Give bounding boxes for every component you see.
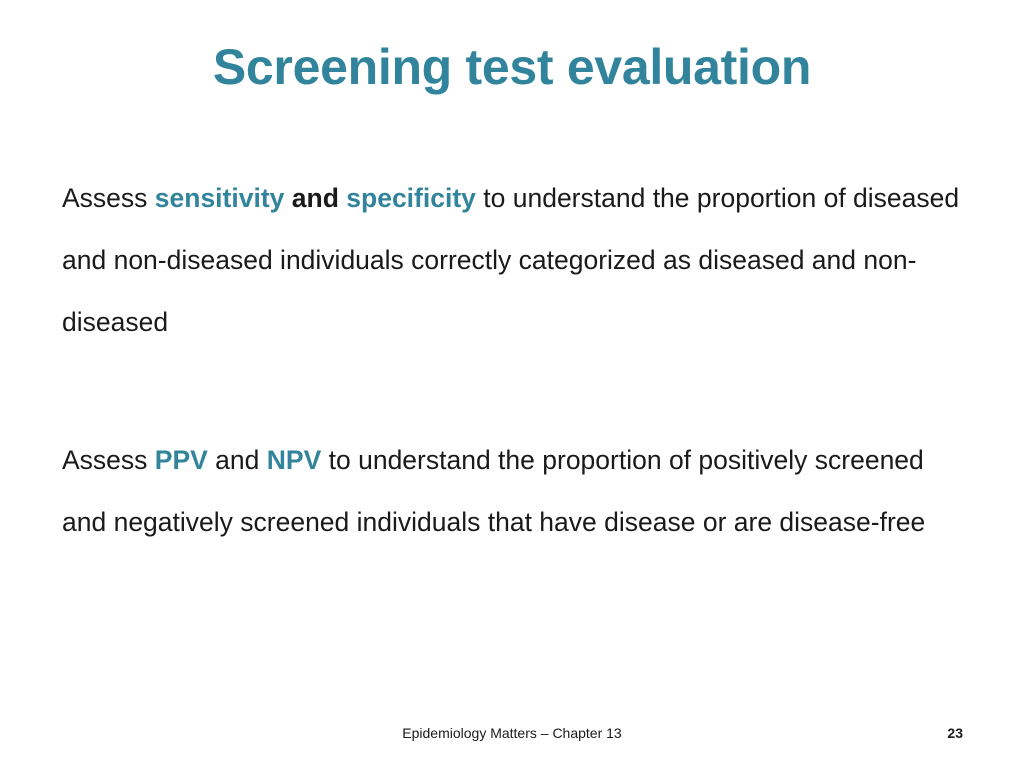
paragraph-2-conjunction: and xyxy=(207,445,267,475)
page-number: 23 xyxy=(947,725,963,741)
slide-footer xyxy=(0,722,1024,744)
term-sensitivity: sensitivity xyxy=(154,183,285,213)
slide-title: Screening test evaluation xyxy=(212,39,812,95)
footer-chapter-label: Epidemiology Matters – Chapter 13 xyxy=(402,725,622,741)
term-ppv: PPV xyxy=(154,445,208,475)
paragraph-1-suffix: to understand the proportion of diseased and non-diseased individuals correctly categorized as diseased and non-diseased xyxy=(62,183,960,337)
term-specificity: specificity xyxy=(346,183,476,213)
paragraph-sensitivity-specificity xyxy=(62,167,972,353)
paragraph-ppv-npv xyxy=(62,429,972,553)
paragraph-1-prefix: Assess xyxy=(62,183,155,213)
paragraph-2-prefix: Assess xyxy=(62,445,155,475)
paragraph-2-suffix: to understand the proportion of positively screened and negatively screened individuals that have disease or are disease-free xyxy=(62,445,926,537)
paragraph-1-conjunction: and xyxy=(291,183,339,213)
term-npv: NPV xyxy=(266,445,322,475)
